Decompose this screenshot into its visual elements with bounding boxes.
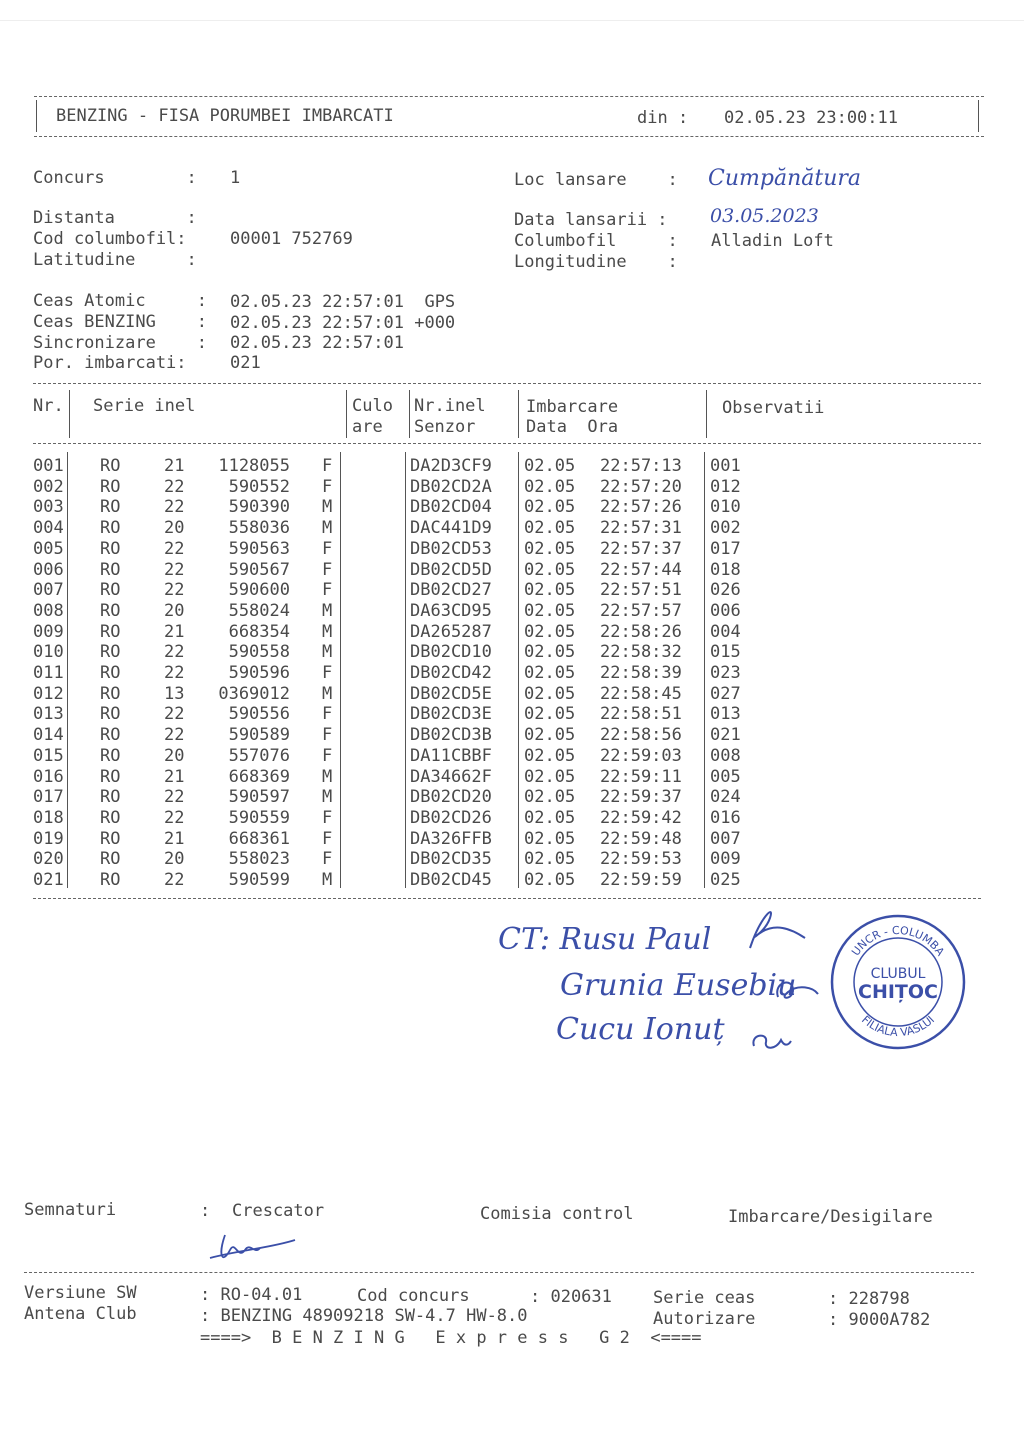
- cell-inel: 668354: [228, 621, 290, 642]
- cell-senzor: DB02CD26: [410, 807, 492, 828]
- cell-nr: 018: [33, 807, 64, 828]
- cell-data: 02.05: [524, 663, 576, 683]
- cell-obs: 027: [710, 683, 741, 704]
- cell-ora: 22:59:03: [600, 745, 682, 766]
- cell-data: 02.05: [524, 600, 576, 621]
- document-title: BENZING - FISA PORUMBEI IMBARCATI: [56, 106, 394, 126]
- cell-data: 02.05: [524, 580, 576, 601]
- cell-an: 22: [164, 725, 185, 746]
- cell-data: 02.05: [524, 870, 576, 890]
- ceas-benzing-value: 02.05.23 22:57:01 +000: [230, 313, 456, 333]
- vsep: [69, 390, 70, 438]
- cell-ora: 22:59:48: [600, 828, 682, 849]
- cell-inel: 558024: [228, 600, 290, 621]
- cell-senzor: DB02CD2A: [410, 476, 492, 497]
- cell-nr: 010: [33, 642, 64, 663]
- stamp-bottom-text: FILIALA VASLUI: [858, 1013, 938, 1040]
- cell-sex: F: [322, 663, 333, 683]
- cell-ora: 22:58:45: [600, 683, 682, 704]
- cell-nr: 011: [33, 663, 64, 683]
- cell-inel: 557076: [228, 745, 290, 766]
- signature-scribble: [768, 972, 828, 1008]
- cell-obs: 013: [710, 704, 741, 725]
- cell-data: 02.05: [524, 828, 576, 849]
- cell-obs: 021: [710, 725, 741, 746]
- cell-senzor: DB02CD53: [410, 538, 492, 559]
- cell-an: 20: [164, 600, 185, 621]
- handwritten-line-1: CT: Rusu Paul: [498, 922, 712, 957]
- vsep: [405, 452, 406, 888]
- cell-nr: 008: [33, 600, 64, 621]
- cell-ora: 22:57:31: [600, 518, 682, 539]
- cell-inel: 590567: [228, 559, 290, 580]
- cell-nr: 006: [33, 559, 64, 580]
- por-imbarcati-value: 021: [230, 353, 261, 373]
- cell-data: 02.05: [524, 621, 576, 642]
- cell-data: 02.05: [524, 807, 576, 828]
- cell-tara: RO: [100, 787, 121, 808]
- columbofil-label: Columbofil :: [514, 231, 678, 251]
- cell-tara: RO: [100, 600, 121, 621]
- cell-ora: 22:57:13: [600, 456, 682, 476]
- signature-scribble: [730, 898, 820, 958]
- cell-senzor: DA11CBBF: [410, 745, 492, 766]
- cell-senzor: DB02CD35: [410, 849, 492, 870]
- col-imbarcare-2: Data Ora: [526, 417, 619, 437]
- cell-senzor: DA326FFB: [410, 828, 492, 849]
- cell-nr: 014: [33, 725, 64, 746]
- cell-an: 22: [164, 870, 185, 890]
- autorizare-value: : 9000A782: [828, 1310, 931, 1330]
- imbarcare-desigilare-label: Imbarcare/Desigilare: [728, 1207, 933, 1227]
- cell-an: 22: [164, 807, 185, 828]
- cell-obs: 015: [710, 642, 741, 663]
- cell-nr: 003: [33, 497, 64, 518]
- crescator-signature: [200, 1220, 300, 1270]
- cell-obs: 023: [710, 663, 741, 683]
- cell-sex: F: [322, 559, 333, 580]
- cell-sex: F: [322, 456, 333, 476]
- cell-obs: 002: [710, 518, 741, 539]
- cell-data: 02.05: [524, 642, 576, 663]
- cell-nr: 017: [33, 787, 64, 808]
- cell-an: 20: [164, 849, 185, 870]
- semnaturi-label: Semnaturi: [24, 1200, 117, 1220]
- cell-tara: RO: [100, 621, 121, 642]
- cell-ora: 22:59:53: [600, 849, 682, 870]
- sincronizare-label: Sincronizare :: [33, 333, 207, 353]
- loc-lansare-label: Loc lansare :: [514, 170, 678, 190]
- cell-data: 02.05: [524, 745, 576, 766]
- cell-sex: M: [322, 621, 333, 642]
- cell-tara: RO: [100, 807, 121, 828]
- cell-an: 22: [164, 787, 185, 808]
- cell-an: 20: [164, 745, 185, 766]
- cell-sex: F: [322, 745, 333, 766]
- cell-data: 02.05: [524, 538, 576, 559]
- cell-tara: RO: [100, 497, 121, 518]
- cell-obs: 026: [710, 580, 741, 601]
- cell-sex: M: [322, 518, 333, 539]
- cell-obs: 006: [710, 600, 741, 621]
- cell-tara: RO: [100, 828, 121, 849]
- cell-sex: M: [322, 497, 333, 518]
- cell-inel: 590589: [228, 725, 290, 746]
- cell-tara: RO: [100, 849, 121, 870]
- cell-senzor: DB02CD3E: [410, 704, 492, 725]
- cell-data: 02.05: [524, 559, 576, 580]
- antena-club-label: Antena Club: [24, 1304, 137, 1324]
- cell-obs: 004: [710, 621, 741, 642]
- cell-data: 02.05: [524, 725, 576, 746]
- cell-sex: M: [322, 683, 333, 704]
- comisia-control-label: Comisia control: [480, 1204, 634, 1224]
- cell-obs: 025: [710, 870, 741, 890]
- serie-ceas-value: : 228798: [828, 1289, 910, 1309]
- cell-senzor: DB02CD3B: [410, 725, 492, 746]
- cell-tara: RO: [100, 870, 121, 890]
- cell-tara: RO: [100, 745, 121, 766]
- versiune-sw-label: Versiune SW: [24, 1283, 137, 1303]
- cell-sex: F: [322, 580, 333, 601]
- cod-concurs-value: : 020631: [530, 1287, 612, 1307]
- cell-an: 21: [164, 828, 185, 849]
- semnaturi-colon: :: [200, 1201, 211, 1221]
- cell-sex: F: [322, 538, 333, 559]
- cell-obs: 018: [710, 559, 741, 580]
- cell-senzor: DB02CD27: [410, 580, 492, 601]
- cell-ora: 22:59:11: [600, 766, 682, 787]
- cell-inel: 558036: [228, 518, 290, 539]
- cell-senzor: DB02CD5E: [410, 683, 492, 704]
- cell-ora: 22:58:32: [600, 642, 682, 663]
- cell-tara: RO: [100, 642, 121, 663]
- cell-senzor: DB02CD04: [410, 497, 492, 518]
- cell-senzor: DB02CD5D: [410, 559, 492, 580]
- cell-data: 02.05: [524, 456, 576, 476]
- cell-senzor: DB02CD20: [410, 787, 492, 808]
- cod-columbofil-value: 00001 752769: [230, 229, 353, 249]
- cell-an: 22: [164, 580, 185, 601]
- cell-obs: 017: [710, 538, 741, 559]
- cell-data: 02.05: [524, 683, 576, 704]
- table-bottom-rule: [33, 898, 981, 899]
- por-imbarcati-label: Por. imbarcati:: [33, 353, 187, 373]
- signature-scribble: [746, 1026, 796, 1056]
- cell-ora: 22:58:39: [600, 663, 682, 683]
- handwritten-line-3: Cucu Ionuț: [556, 1012, 725, 1047]
- cell-inel: 590563: [228, 538, 290, 559]
- table-top-rule: [33, 383, 981, 384]
- cell-nr: 012: [33, 683, 64, 704]
- cell-inel: 590559: [228, 807, 290, 828]
- col-culoare-1: Culo: [352, 396, 393, 416]
- columbofil-value: Alladin Loft: [711, 231, 834, 251]
- cell-nr: 019: [33, 828, 64, 849]
- vsep: [340, 452, 341, 888]
- col-nr: Nr.: [33, 396, 64, 416]
- cell-tara: RO: [100, 518, 121, 539]
- cell-obs: 012: [710, 476, 741, 497]
- cell-nr: 013: [33, 704, 64, 725]
- header-right-border: [978, 100, 979, 132]
- col-culoare-2: are: [352, 417, 383, 437]
- cell-nr: 002: [33, 476, 64, 497]
- cell-obs: 001: [710, 456, 741, 476]
- cell-sex: F: [322, 725, 333, 746]
- cell-tara: RO: [100, 476, 121, 497]
- cell-sex: F: [322, 476, 333, 497]
- cell-nr: 004: [33, 518, 64, 539]
- cell-nr: 009: [33, 621, 64, 642]
- cell-senzor: DB02CD42: [410, 663, 492, 683]
- cell-obs: 009: [710, 849, 741, 870]
- cell-data: 02.05: [524, 704, 576, 725]
- cell-an: 20: [164, 518, 185, 539]
- cell-ora: 22:57:20: [600, 476, 682, 497]
- din-label: din :: [637, 108, 689, 128]
- cell-ora: 22:58:26: [600, 621, 682, 642]
- ceas-atomic-value: 02.05.23 22:57:01 GPS: [230, 292, 456, 312]
- col-nr-inel-1: Nr.inel: [414, 396, 486, 416]
- cell-tara: RO: [100, 704, 121, 725]
- cell-sex: M: [322, 642, 333, 663]
- antena-club-value: : BENZING 48909218 SW-4.7 HW-8.0: [200, 1306, 528, 1326]
- cell-inel: 590599: [228, 870, 290, 890]
- col-imbarcare-1: Imbarcare: [526, 397, 619, 417]
- cell-obs: 016: [710, 807, 741, 828]
- footer-rule: [24, 1272, 974, 1273]
- cell-an: 13: [164, 683, 185, 704]
- cell-sex: F: [322, 704, 333, 725]
- cell-tara: RO: [100, 580, 121, 601]
- cell-ora: 22:57:51: [600, 580, 682, 601]
- latitudine-label: Latitudine :: [33, 250, 197, 270]
- cell-tara: RO: [100, 725, 121, 746]
- cell-obs: 010: [710, 497, 741, 518]
- cell-senzor: DA2D3CF9: [410, 456, 492, 476]
- cell-tara: RO: [100, 538, 121, 559]
- cell-nr: 001: [33, 456, 64, 476]
- cell-tara: RO: [100, 766, 121, 787]
- cell-ora: 22:57:44: [600, 559, 682, 580]
- benzing-banner: ====> B E N Z I N G E x p r e s s G 2 <====: [200, 1328, 702, 1348]
- club-stamp: [828, 912, 968, 1052]
- cell-inel: 668369: [228, 766, 290, 787]
- cell-sex: M: [322, 870, 333, 890]
- cell-ora: 22:58:51: [600, 704, 682, 725]
- cell-an: 21: [164, 766, 185, 787]
- col-serie-inel: Serie inel: [93, 396, 196, 416]
- header-left-border: [36, 100, 37, 132]
- cell-data: 02.05: [524, 497, 576, 518]
- header-bottom-rule: [34, 136, 984, 137]
- vsep: [409, 390, 410, 438]
- cell-sex: F: [322, 849, 333, 870]
- autorizare-label: Autorizare: [653, 1309, 756, 1329]
- handwritten-line-2: Grunia Eusebiu: [560, 968, 797, 1003]
- cell-obs: 007: [710, 828, 741, 849]
- cell-an: 21: [164, 621, 185, 642]
- data-lansarii-value: 03.05.2023: [710, 205, 819, 227]
- cell-tara: RO: [100, 559, 121, 580]
- cell-an: 22: [164, 476, 185, 497]
- cell-data: 02.05: [524, 787, 576, 808]
- cell-an: 22: [164, 642, 185, 663]
- cell-an: 22: [164, 538, 185, 559]
- vsep: [706, 390, 707, 438]
- stamp-top-text: UNCR - COLUMBA: [849, 923, 947, 959]
- cell-inel: 558023: [228, 849, 290, 870]
- cell-ora: 22:59:42: [600, 807, 682, 828]
- cell-sex: F: [322, 828, 333, 849]
- cell-obs: 008: [710, 745, 741, 766]
- cell-an: 21: [164, 456, 185, 476]
- loc-lansare-value: Cumpănătura: [708, 166, 861, 191]
- cell-ora: 22:57:37: [600, 538, 682, 559]
- stamp-line-1: CLUBUL: [870, 966, 926, 982]
- versiune-sw-value: : RO-04.01: [200, 1285, 303, 1305]
- cell-inel: 590597: [228, 787, 290, 808]
- cell-data: 02.05: [524, 849, 576, 870]
- stamp-line-2: CHIȚOC: [858, 981, 938, 1003]
- cell-sex: M: [322, 600, 333, 621]
- cell-ora: 22:57:26: [600, 497, 682, 518]
- cell-inel: 668361: [228, 828, 290, 849]
- cell-obs: 005: [710, 766, 741, 787]
- cell-inel: 590596: [228, 663, 290, 683]
- table-header-rule: [33, 443, 981, 444]
- cod-columbofil-label: Cod columbofil:: [33, 229, 187, 249]
- cell-nr: 021: [33, 870, 64, 890]
- cell-data: 02.05: [524, 766, 576, 787]
- cell-senzor: DB02CD45: [410, 870, 492, 890]
- col-nr-inel-2: Senzor: [414, 417, 476, 437]
- cell-inel: 1128055: [218, 456, 290, 476]
- header-top-rule: [34, 96, 984, 97]
- cell-nr: 016: [33, 766, 64, 787]
- ceas-atomic-label: Ceas Atomic :: [33, 291, 207, 311]
- cell-an: 22: [164, 559, 185, 580]
- cell-sex: M: [322, 787, 333, 808]
- data-lansarii-label: Data lansarii :: [514, 210, 668, 230]
- cell-senzor: DA265287: [410, 621, 492, 642]
- cell-inel: 590552: [228, 476, 290, 497]
- sincronizare-value: 02.05.23 22:57:01: [230, 333, 404, 353]
- distanta-label: Distanta :: [33, 208, 197, 228]
- cell-an: 22: [164, 497, 185, 518]
- concurs-value: 1: [230, 168, 241, 188]
- longitudine-label: Longitudine :: [514, 252, 678, 272]
- crescator-label: Crescator: [232, 1201, 325, 1221]
- cell-tara: RO: [100, 683, 121, 704]
- cell-inel: 0369012: [218, 683, 290, 704]
- cell-nr: 007: [33, 580, 64, 601]
- cell-ora: 22:58:56: [600, 725, 682, 746]
- vsep: [518, 390, 519, 438]
- cell-senzor: DA63CD95: [410, 600, 492, 621]
- cod-concurs-label: Cod concurs: [357, 1286, 470, 1306]
- scan-edge: [0, 20, 1024, 21]
- cell-senzor: DAC441D9: [410, 518, 492, 539]
- vsep: [346, 390, 347, 438]
- serie-ceas-label: Serie ceas: [653, 1288, 756, 1308]
- cell-inel: 590556: [228, 704, 290, 725]
- cell-obs: 024: [710, 787, 741, 808]
- cell-inel: 590600: [228, 580, 290, 601]
- cell-nr: 005: [33, 538, 64, 559]
- cell-an: 22: [164, 663, 185, 683]
- cell-tara: RO: [100, 663, 121, 683]
- cell-sex: M: [322, 766, 333, 787]
- cell-inel: 590558: [228, 642, 290, 663]
- cell-ora: 22:59:37: [600, 787, 682, 808]
- cell-an: 22: [164, 704, 185, 725]
- cell-nr: 015: [33, 745, 64, 766]
- ceas-benzing-label: Ceas BENZING :: [33, 312, 207, 332]
- cell-data: 02.05: [524, 518, 576, 539]
- cell-senzor: DA34662F: [410, 766, 492, 787]
- cell-data: 02.05: [524, 476, 576, 497]
- din-value: 02.05.23 23:00:11: [724, 108, 898, 128]
- concurs-label: Concurs :: [33, 168, 197, 188]
- cell-nr: 020: [33, 849, 64, 870]
- cell-inel: 590390: [228, 497, 290, 518]
- cell-senzor: DB02CD10: [410, 642, 492, 663]
- cell-tara: RO: [100, 456, 121, 476]
- cell-ora: 22:57:57: [600, 600, 682, 621]
- vsep: [704, 452, 705, 888]
- cell-sex: F: [322, 807, 333, 828]
- col-observatii: Observatii: [722, 398, 825, 418]
- vsep: [518, 452, 519, 888]
- cell-ora: 22:59:59: [600, 870, 682, 890]
- vsep: [67, 452, 68, 888]
